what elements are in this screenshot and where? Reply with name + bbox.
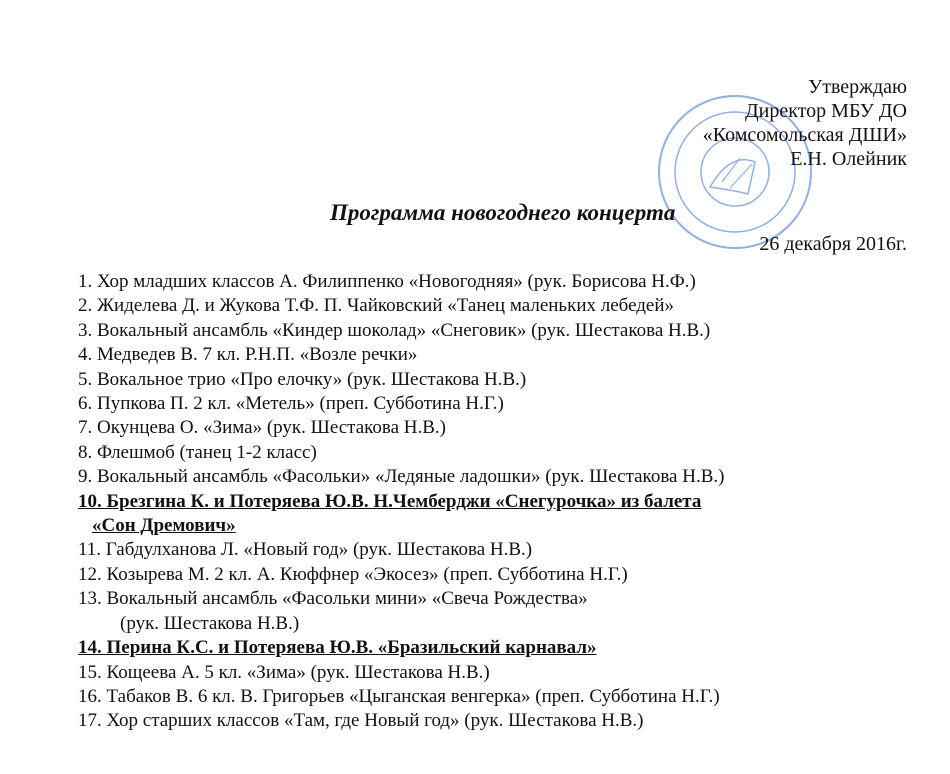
list-item-highlighted: 10. Брезгина К. и Потеряева Ю.В. Н.Чемберджи «Снегурочка» из балета [78,490,702,512]
list-item: 8. Флешмоб (танец 1-2 класс) [78,441,317,463]
list-item: 7. Окунцева О. «Зима» (рук. Шестакова Н.В.) [78,417,447,439]
program-list [78,270,908,734]
list-item: 3. Вокальный ансамбль «Киндер шоколад» «Снеговик» (рук. Шестакова Н.В.) [78,319,711,341]
list-item: 13. Вокальный ансамбль «Фасольки мини» «Свеча Рождества» [78,588,588,610]
list-item: 11. Габдулханова Л. «Новый год» (рук. Шестакова Н.В.) [78,539,533,561]
list-item: 4. Медведев В. 7 кл. Р.Н.П. «Возле речки» [78,344,418,366]
list-item: 12. Козырева М. 2 кл. А. Кюффнер «Экосез» (преп. Субботина Н.Г.) [78,563,628,585]
list-item: 2. Жиделева Д. и Жукова Т.Ф. П. Чайковский «Танец маленьких лебедей» [78,295,675,317]
approval-line-position: Директор МБУ ДО [745,100,907,122]
approval-line-name: Е.Н. Олейник [790,148,907,170]
page-title: Программа новогоднего концерта [330,200,676,225]
list-item: 17. Хор старших классов «Там, где Новый год» (рук. Шестакова Н.В.) [78,710,644,732]
list-item: 5. Вокальное трио «Про елочку» (рук. Шестакова Н.В.) [78,368,527,390]
concert-date: 26 декабря 2016г. [759,233,907,255]
approval-block [703,75,907,171]
list-item-continuation: (рук. Шестакова Н.В.) [120,612,300,634]
approval-line-approve: Утверждаю [808,76,907,98]
list-item: 6. Пупкова П. 2 кл. «Метель» (преп. Субботина Н.Г.) [78,393,504,415]
list-item: 16. Табаков В. 6 кл. В. Григорьев «Цыганская венгерка» (преп. Субботина Н.Г.) [78,685,720,707]
list-item: 15. Кощеева А. 5 кл. «Зима» (рук. Шестакова Н.В.) [78,661,490,683]
list-item-highlighted: 14. Перина К.С. и Потеряева Ю.В. «Бразильский карнавал» [78,637,597,659]
list-item: 1. Хор младших классов А. Филиппенко «Новогодняя» (рук. Борисова Н.Ф.) [78,271,696,292]
list-item: 9. Вокальный ансамбль «Фасольки» «Ледяные ладошки» (рук. Шестакова Н.В.) [78,466,725,488]
list-item-highlighted-continuation: «Сон Дремович» [92,515,236,537]
approval-line-organization: «Комсомольская ДШИ» [702,124,907,146]
